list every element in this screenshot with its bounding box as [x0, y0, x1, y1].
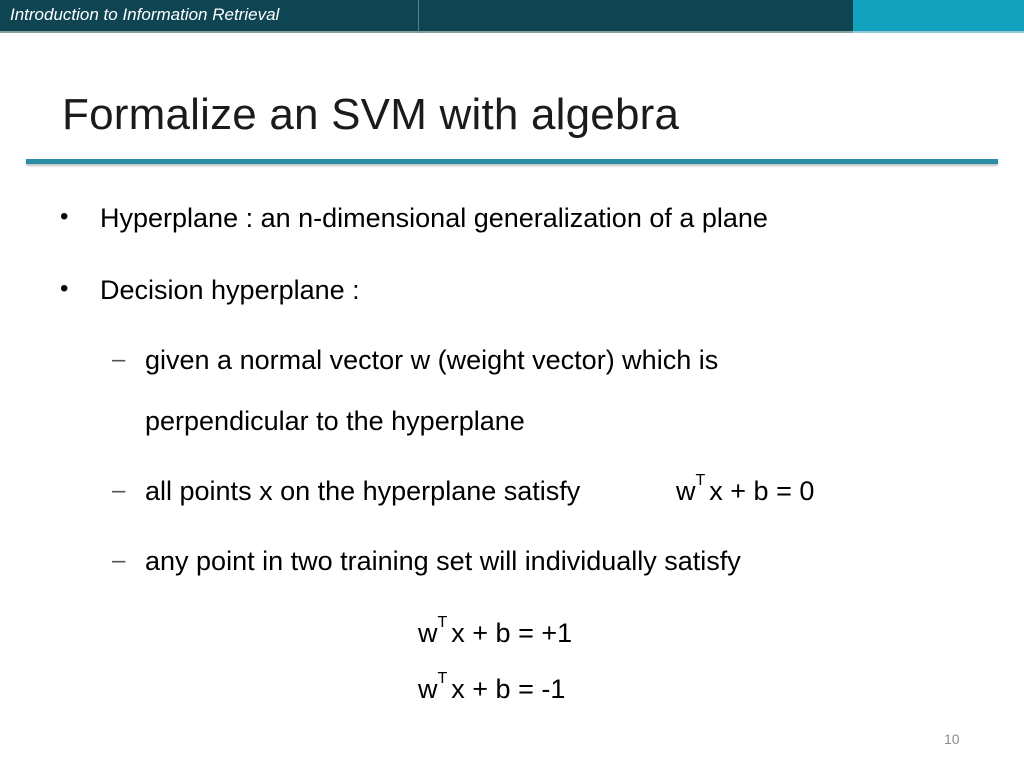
sub-item-normal-vector-cont: perpendicular to the hyperplane — [145, 406, 525, 436]
equation-weight: w — [418, 618, 438, 648]
bullet-hyperplane: Hyperplane : an n-dimensional generalization of a plane — [100, 203, 768, 233]
page-number: 10 — [944, 731, 960, 747]
sub-item-normal-vector: given a normal vector w (weight vector) which is — [145, 345, 719, 375]
slide-title: Formalize an SVM with algebra — [62, 90, 680, 139]
bullet-decision-hyperplane: Decision hyperplane : — [100, 275, 360, 305]
dash-marker: – — [112, 346, 126, 373]
bullet-marker: • — [60, 203, 69, 230]
bullet-marker: • — [60, 275, 69, 302]
equation-hyperplane — [676, 472, 815, 507]
slide-header — [0, 0, 1024, 33]
equation-positive — [418, 614, 573, 649]
equation-negative — [418, 670, 566, 705]
equation-transpose: T — [437, 670, 448, 687]
equation-transpose: T — [437, 614, 448, 631]
sub-item-all-points: all points x on the hyperplane satisfy — [145, 476, 581, 506]
title-underline — [26, 159, 998, 164]
header-dark-band — [419, 0, 853, 33]
equation-rest: x + b = +1 — [451, 618, 573, 648]
equation-weight: w — [676, 476, 696, 506]
dash-marker: – — [112, 477, 126, 504]
equation-transpose: T — [695, 472, 706, 489]
equation-rest: x + b = -1 — [451, 674, 566, 704]
header-title-band — [0, 0, 418, 33]
sub-item-any-point: any point in two training set will individually satisfy — [145, 546, 741, 576]
course-title: Introduction to Information Retrieval — [10, 5, 280, 24]
equation-weight: w — [418, 674, 438, 704]
equation-rest: x + b = 0 — [709, 476, 815, 506]
header-accent-band — [853, 0, 1024, 33]
dash-marker: – — [112, 547, 126, 574]
